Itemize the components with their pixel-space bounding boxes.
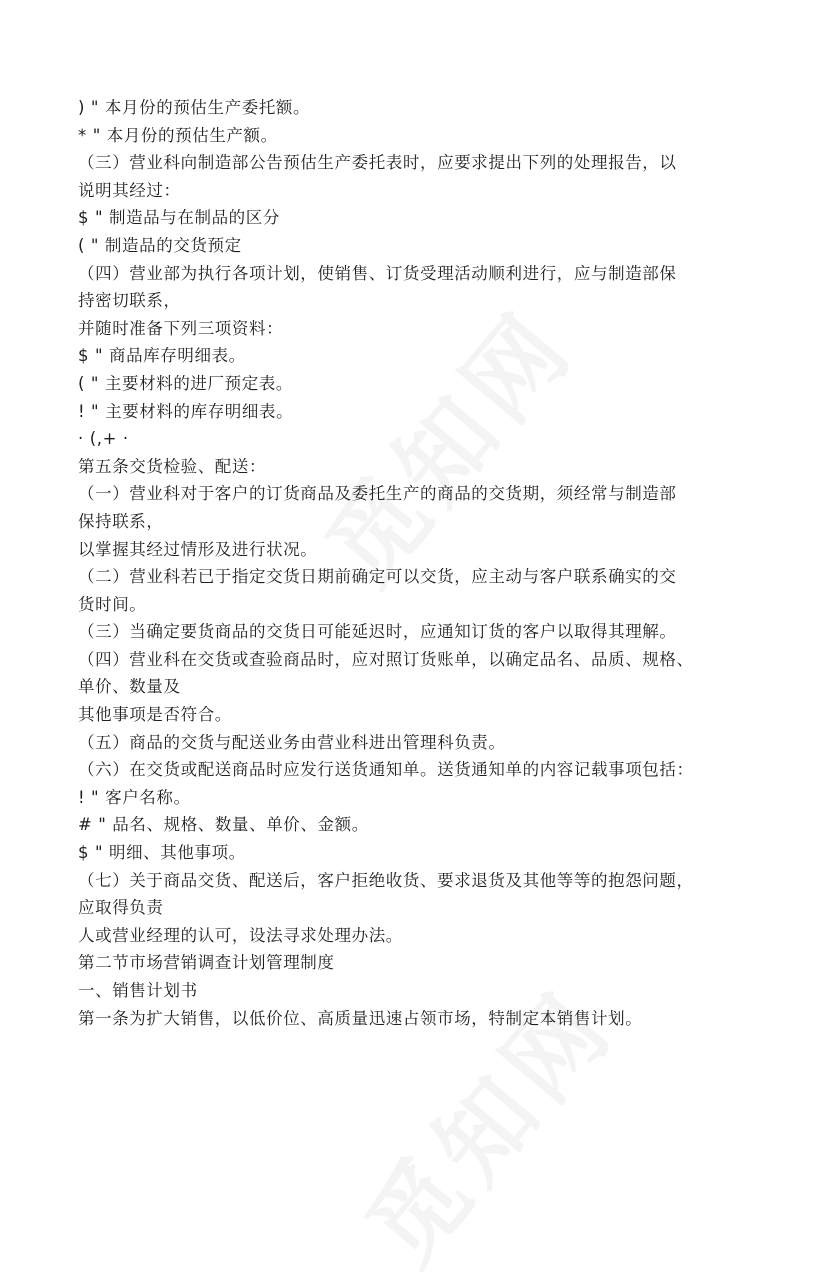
text-line: 保持联系， bbox=[78, 511, 164, 531]
text-line: 单价、数量及 bbox=[78, 677, 181, 697]
text-line: （四）营业科在交货或查验商品时，应对照订货账单，以确定品名、品质、规格、 bbox=[78, 649, 694, 669]
text-line: · (,+ · bbox=[78, 429, 129, 449]
text-line: ! " 客户名称。 bbox=[78, 787, 191, 807]
text-line: $ " 明细、其他事项。 bbox=[78, 843, 246, 863]
text-line: 货时间。 bbox=[78, 594, 147, 614]
text-line: 说明其经过： bbox=[78, 180, 181, 200]
text-line: ) " 本月份的预估生产委托额。 bbox=[78, 98, 311, 117]
text-line: # " 品名、规格、数量、单价、金额。 bbox=[78, 815, 369, 835]
text-line: 持密切联系， bbox=[78, 291, 181, 311]
text-line: 人或营业经理的认可，设法寻求处理办法。 bbox=[78, 925, 403, 945]
text-line: $ " 制造品与在制品的区分 bbox=[78, 208, 280, 228]
text-line: （五）商品的交货与配送业务由营业科进出管理科负责。 bbox=[78, 732, 506, 752]
text-line: （四）营业部为执行各项计划，使销售、订货受理活动顺利进行，应与制造部保 bbox=[78, 263, 677, 283]
text-line: （三）营业科向制造部公告预估生产委托表时，应要求提出下列的处理报告，以 bbox=[78, 153, 677, 173]
text-line: （二）营业科若已于指定交货日期前确定可以交货，应主动与客户联系确实的交 bbox=[78, 567, 677, 587]
section-heading: 第五条交货检验、配送： bbox=[78, 456, 267, 476]
text-line: ! " 主要材料的库存明细表。 bbox=[78, 401, 294, 421]
document-body bbox=[78, 94, 758, 1032]
text-line: 并随时准备下列三项资料： bbox=[78, 318, 284, 338]
text-line: （七）关于商品交货、配送后，客户拒绝收货、要求退货及其他等等的抱怨问题， bbox=[78, 870, 694, 890]
text-line: ( " 制造品的交货预定 bbox=[78, 235, 242, 255]
text-line: 第一条为扩大销售，以低价位、高质量迅速占领市场，特制定本销售计划。 bbox=[78, 1008, 643, 1028]
section-heading: 第二节市场营销调查计划管理制度 bbox=[78, 953, 335, 973]
text-line: ( " 主要材料的进厂预定表。 bbox=[78, 373, 294, 393]
text-line: （三）当确定要货商品的交货日可能延迟时，应通知订货的客户以取得其理解。 bbox=[78, 622, 677, 642]
section-heading: 一、销售计划书 bbox=[78, 981, 198, 1000]
text-line: 以掌握其经过情形及进行状况。 bbox=[78, 539, 318, 559]
text-line: （六）在交货或配送商品时应发行送货通知单。送货通知单的内容记载事项包括： bbox=[78, 760, 694, 780]
text-line: $ " 商品库存明细表。 bbox=[78, 346, 246, 366]
text-line: （一）营业科对于客户的订货商品及委托生产的商品的交货期，须经常与制造部 bbox=[78, 484, 677, 504]
text-line: 应取得负责 bbox=[78, 898, 164, 918]
text-line: 其他事项是否符合。 bbox=[78, 705, 232, 725]
text-line: * " 本月份的预估生产额。 bbox=[78, 125, 278, 145]
